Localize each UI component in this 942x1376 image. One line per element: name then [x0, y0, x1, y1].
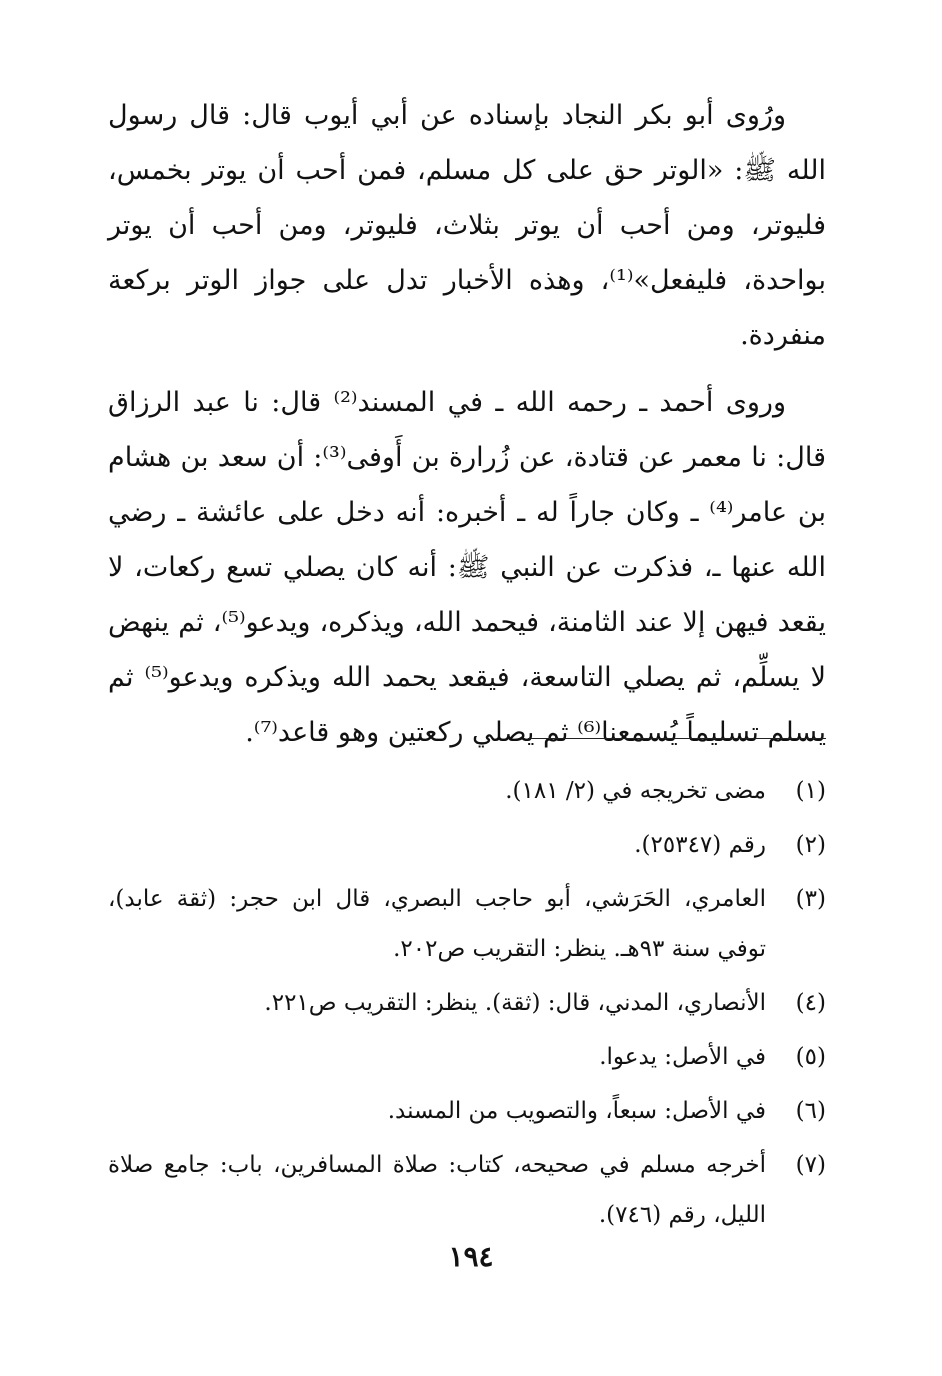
footnotes-list: [108, 766, 826, 1244]
footnote-text: العامري، الحَرَشي، أبو حاجب البصري، قال ابن حجر: (ثقة عابد)، توفي سنة ٩٣هـ. ينظر: التقريب ص٢٠٢.: [108, 886, 766, 962]
footnote-number: (١): [795, 778, 826, 804]
footnote-5: [108, 1032, 826, 1082]
footnote-3: [108, 874, 826, 974]
footnote-number: (٢): [795, 832, 826, 858]
page-number: ١٩٤: [448, 1240, 494, 1273]
footnote-text: في الأصل: يدعوا.: [599, 1044, 766, 1070]
page-body: [108, 88, 826, 1288]
footnote-number: (٧): [795, 1152, 826, 1178]
footnote-text: رقم (٢٥٣٤٧).: [634, 832, 766, 858]
footnote-text: مضى تخريجه في (٢/ ١٨١).: [505, 778, 766, 804]
footnote-6: [108, 1086, 826, 1136]
footnote-text: الأنصاري، المدني، قال: (ثقة). ينظر: التقريب ص٢٢١.: [264, 990, 766, 1016]
paragraph-2-text: وروى أحمد ـ رحمه الله ـ في المسند⁽²⁾ قال: نا عبد الرزاق قال: نا معمر عن قتادة، عن زُرارة بن أَوفى⁽³⁾: أن سعد بن هشام بن عامر⁽⁴⁾ ـ وكان جاراً له ـ أخبره: أنه دخل على عائشة ـ رضي الله عنها ـ، فذكرت عن النبي ﷺ: أنه كان يصلي تسع ركعات، لا يقعد فيهن إلا عند الثامنة، فيحمد الله، ويذكره، ويدعو⁽⁵⁾، ثم ينهض لا يسلِّم، ثم يصلي التاسعة، فيقعد يحمد الله ويذكره ويدعو⁽⁵⁾ ثم يسلم تسليماً يُسمعنا⁽⁶⁾ ثم يصلي ركعتين وهو قاعد⁽⁷⁾.: [108, 387, 827, 748]
footnote-4: [108, 978, 826, 1028]
footnote-separator: [528, 738, 826, 739]
footnote-text: أخرجه مسلم في صحيحه، كتاب: صلاة المسافرين، باب: جامع صلاة الليل، رقم (٧٤٦).: [108, 1152, 766, 1228]
footnote-text: في الأصل: سبعاً، والتصويب من المسند.: [387, 1098, 766, 1124]
footnote-number: (٣): [795, 886, 826, 912]
paragraph-1-text: ورُوى أبو بكر النجاد بإسناده عن أبي أيوب قال: قال رسول الله ﷺ: «الوتر حق على كل مسلم، فمن أحب أن يوتر بخمس، فليوتر، ومن أحب أن يوتر بثلاث، فليوتر، ومن أحب أن يوتر بواحدة، فليفعل»⁽¹⁾، وهذه الأخبار تدل على جواز الوتر بركعة منفردة.: [108, 100, 826, 351]
footnote-number: (٥): [795, 1044, 826, 1070]
footnote-1: [108, 766, 826, 816]
footnote-number: (٤): [795, 990, 826, 1016]
paragraph-2: [108, 375, 826, 760]
footnote-2: [108, 820, 826, 870]
footnote-7: [108, 1140, 826, 1240]
paragraph-1: [108, 88, 826, 363]
footnote-number: (٦): [795, 1098, 826, 1124]
